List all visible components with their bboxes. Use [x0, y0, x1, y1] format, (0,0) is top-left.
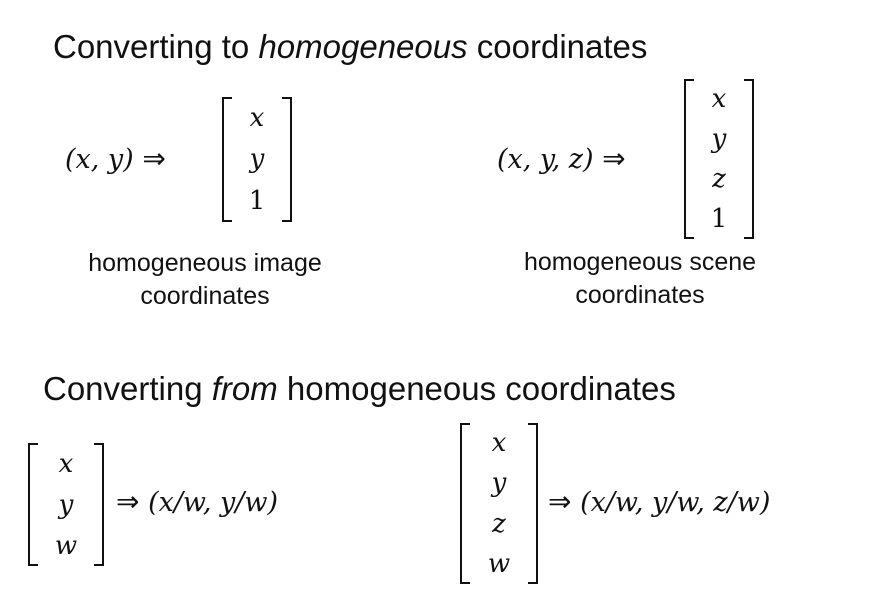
section1-left-input-expression — [65, 142, 166, 175]
vector-entry: y — [711, 124, 727, 154]
vector-entry: 1 — [710, 204, 728, 234]
section2-title-post: homogeneous coordinates — [277, 370, 676, 407]
vector-entry: x — [491, 428, 507, 459]
implies-arrow-icon: ⇒ — [602, 142, 626, 175]
vector-entry: z — [492, 508, 506, 539]
section1-right-input: (x, y, z) — [497, 144, 594, 175]
vector-entry: x — [58, 448, 74, 479]
vector-entry: w — [54, 530, 78, 561]
section2-right-vector — [460, 423, 538, 584]
vector-entry: 1 — [248, 186, 266, 217]
section2-title-pre: Converting — [43, 370, 212, 407]
section1-right-input-expression — [497, 142, 626, 175]
section2-right-output: (x/w, y/w, z/w) — [580, 487, 771, 518]
section2-title-em: from — [211, 370, 278, 407]
implies-arrow-icon: ⇒ — [142, 142, 166, 175]
implies-arrow-icon: ⇒ — [116, 485, 140, 518]
caption-line: coordinates — [140, 282, 270, 310]
caption-line: homogeneous image — [88, 249, 322, 277]
section1-right-caption — [475, 246, 805, 312]
vector-entry: x — [711, 84, 727, 114]
section1-title-pre: Converting to — [53, 28, 259, 65]
section2-left-vector — [28, 443, 104, 566]
section1-left-vector — [222, 97, 292, 222]
vector-entry: z — [712, 164, 726, 194]
implies-arrow-icon: ⇒ — [548, 485, 572, 518]
section1-left-input: (x, y) — [65, 144, 134, 175]
vector-entry: y — [491, 468, 507, 499]
section1-title — [53, 28, 647, 66]
section2-right-output-expression — [548, 485, 770, 518]
section2-left-output-expression — [116, 485, 278, 518]
section1-right-vector — [684, 79, 754, 239]
vector-entry: y — [58, 489, 74, 520]
caption-line: coordinates — [575, 281, 705, 309]
vector-entry: w — [487, 548, 511, 579]
section2-title — [43, 370, 676, 408]
section1-title-post: coordinates — [467, 28, 648, 65]
section1-left-caption — [40, 247, 370, 313]
caption-line: homogeneous scene — [523, 248, 757, 276]
vector-entry: x — [249, 102, 265, 133]
vector-entry: y — [249, 144, 265, 175]
section2-left-output: (x/w, y/w) — [148, 487, 278, 518]
section1-title-em: homogeneous — [258, 28, 468, 65]
